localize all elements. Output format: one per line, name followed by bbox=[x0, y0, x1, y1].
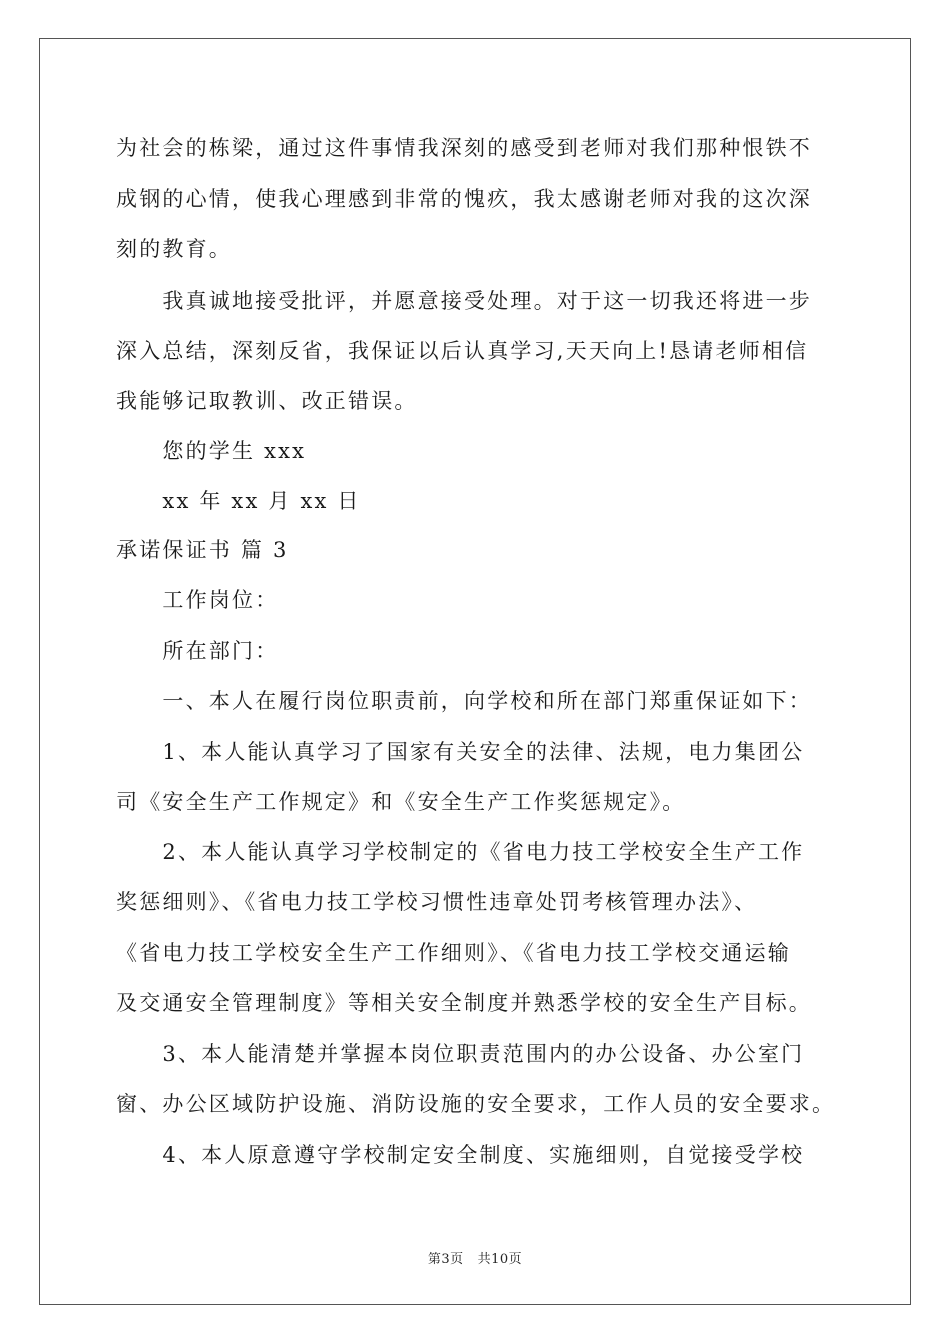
text-line: 窗、办公区域防护设施、消防设施的安全要求，工作人员的安全要求。 bbox=[116, 1092, 836, 1116]
text-line: 工作岗位： bbox=[116, 588, 279, 612]
text-line: 《省电力技工学校安全生产工作细则》、《省电力技工学校交通运输 bbox=[116, 941, 791, 965]
section-heading: 承诺保证书 篇 3 bbox=[116, 538, 289, 562]
page-total: 共10页 bbox=[477, 1252, 523, 1267]
page-footer bbox=[0, 1248, 950, 1267]
text-line: 我能够记取教训、改正错误。 bbox=[116, 389, 418, 413]
text-line: 我真诚地接受批评，并愿意接受处理。对于这一切我还将进一步 bbox=[116, 289, 812, 313]
text-line: 一、本人在履行岗位职责前，向学校和所在部门郑重保证如下： bbox=[116, 689, 812, 713]
text-line: 司《安全生产工作规定》和《安全生产工作奖惩规定》。 bbox=[116, 790, 686, 814]
text-line: 成钢的心情，使我心理感到非常的愧疚，我太感谢老师对我的这次深 bbox=[116, 187, 812, 211]
signature-line: 您的学生 xxx bbox=[116, 439, 307, 463]
page-number: 第3页 bbox=[427, 1252, 464, 1267]
text-line: 刻的教育。 bbox=[116, 237, 232, 261]
text-line: 及交通安全管理制度》等相关安全制度并熟悉学校的安全生产目标。 bbox=[116, 991, 812, 1015]
text-line: 4、本人原意遵守学校制定安全制度、实施细则，自觉接受学校 bbox=[116, 1143, 805, 1167]
text-line: 1、本人能认真学习了国家有关安全的法律、法规，电力集团公 bbox=[116, 740, 805, 764]
text-line: 2、本人能认真学习学校制定的《省电力技工学校安全生产工作 bbox=[116, 840, 805, 864]
text-line: 为社会的栋梁，通过这件事情我深刻的感受到老师对我们那种恨铁不 bbox=[116, 136, 812, 160]
text-line: 3、本人能清楚并掌握本岗位职责范围内的办公设备、办公室门 bbox=[116, 1042, 805, 1066]
text-line: 所在部门： bbox=[116, 639, 279, 663]
date-line: xx 年 xx 月 xx 日 bbox=[116, 489, 361, 513]
text-line: 奖惩细则》、《省电力技工学校习惯性违章处罚考核管理办法》、 bbox=[116, 890, 758, 914]
text-line: 深入总结，深刻反省，我保证以后认真学习,天天向上!恳请老师相信 bbox=[116, 339, 809, 363]
